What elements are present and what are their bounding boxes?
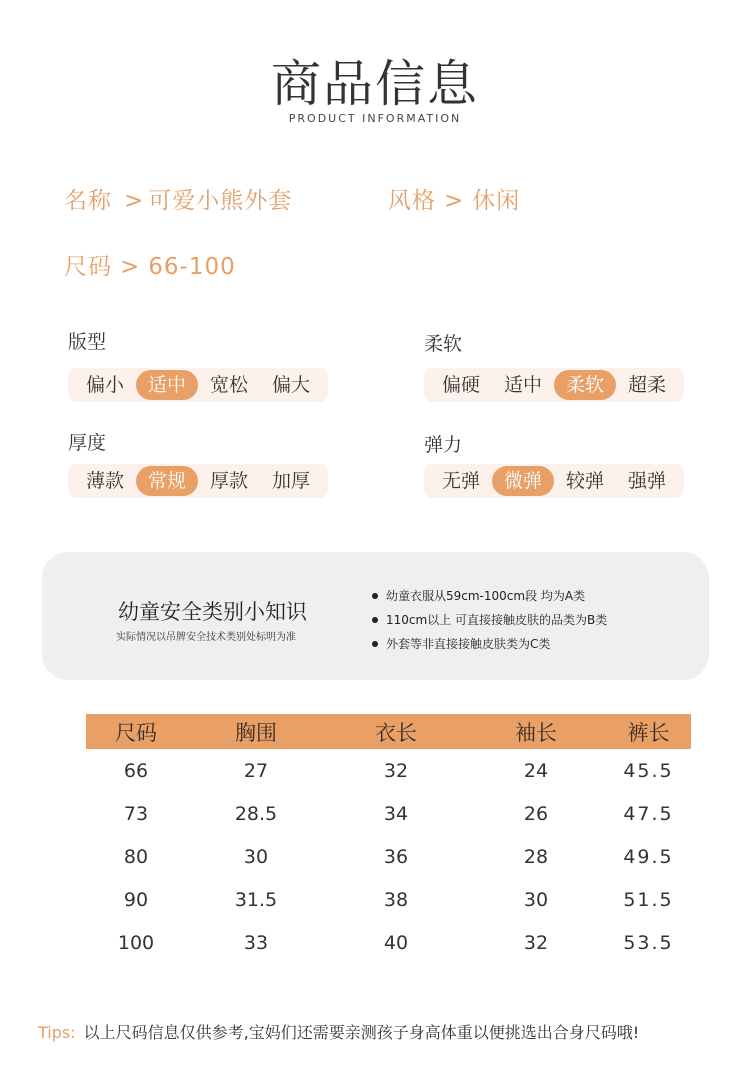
safety-knowledge-panel <box>42 552 709 680</box>
table-row <box>86 878 691 921</box>
table-header-row <box>86 714 691 749</box>
column-header: 裤长 <box>606 714 691 749</box>
table-cell: 27 <box>243 759 269 782</box>
name-value: 可爱小熊外套 <box>148 188 293 214</box>
elasticity-option: 较弹 <box>566 470 605 492</box>
size-table <box>86 714 691 964</box>
table-cell: 80 <box>123 845 149 868</box>
bullet-icon <box>372 617 378 623</box>
table-cell: 49.5 <box>623 845 674 868</box>
knowledge-item <box>372 608 607 632</box>
knowledge-subtitle: 实际情况以吊牌安全技术类别处标明为准 <box>116 632 296 643</box>
tips-label: Tips: <box>38 1023 76 1042</box>
style-label: 风格 <box>388 188 436 214</box>
table-cell: 47.5 <box>623 802 674 825</box>
table-cell: 73 <box>123 802 149 825</box>
table-cell: 51.5 <box>623 888 674 911</box>
table-row <box>86 792 691 835</box>
knowledge-title: 幼童安全类别小知识 <box>118 600 307 624</box>
bullet-icon <box>372 641 378 647</box>
elasticity-selector <box>424 464 684 498</box>
softness-title: 柔软 <box>424 333 463 355</box>
table-cell: 30 <box>243 845 269 868</box>
elasticity-title: 弹力 <box>424 434 463 456</box>
knowledge-item-text: 外套等非直接接触皮肤类为C类 <box>386 637 551 651</box>
fit-selector <box>68 368 328 402</box>
table-cell: 33 <box>243 931 269 954</box>
table-cell: 34 <box>383 802 409 825</box>
table-cell: 90 <box>123 888 149 911</box>
product-size <box>64 248 236 281</box>
separator: > <box>124 188 145 214</box>
table-row <box>86 749 691 792</box>
elasticity-option: 强弹 <box>628 470 667 492</box>
column-header: 袖长 <box>466 714 606 749</box>
table-cell: 45.5 <box>623 759 674 782</box>
tips-text: 以上尺码信息仅供参考,宝妈们还需要亲测孩子身高体重以便挑选出合身尺码哦! <box>83 1023 640 1042</box>
thickness-option: 加厚 <box>272 470 311 492</box>
softness-option: 偏硬 <box>442 374 481 396</box>
column-header: 尺码 <box>86 714 186 749</box>
table-cell: 32 <box>383 759 409 782</box>
table-row <box>86 835 691 878</box>
table-cell: 53.5 <box>623 931 674 954</box>
product-name <box>64 182 292 215</box>
table-cell: 24 <box>523 759 549 782</box>
separator: > <box>444 188 465 214</box>
table-cell: 66 <box>123 759 149 782</box>
elasticity-option: 微弹 <box>492 466 554 496</box>
knowledge-item <box>372 632 607 656</box>
style-value: 休闲 <box>472 188 521 214</box>
table-cell: 30 <box>523 888 549 911</box>
elasticity-option: 无弹 <box>442 470 481 492</box>
table-cell: 40 <box>383 931 409 954</box>
table-cell: 26 <box>523 802 549 825</box>
separator: > <box>120 254 141 280</box>
column-header: 胸围 <box>186 714 326 749</box>
thickness-option: 薄款 <box>86 470 125 492</box>
page-subtitle: PRODUCT INFORMATION <box>288 112 462 125</box>
bullet-icon <box>372 593 378 599</box>
fit-option: 偏小 <box>86 374 125 396</box>
tips-note <box>38 1020 639 1043</box>
table-cell: 100 <box>117 931 155 954</box>
softness-option: 适中 <box>504 374 543 396</box>
size-value: 66-100 <box>148 254 236 280</box>
table-cell: 36 <box>383 845 409 868</box>
fit-option: 偏大 <box>272 374 311 396</box>
table-cell: 32 <box>523 931 549 954</box>
thickness-option: 常规 <box>136 466 198 496</box>
thickness-option: 厚款 <box>210 470 249 492</box>
column-header: 衣长 <box>326 714 466 749</box>
table-cell: 28.5 <box>234 802 278 825</box>
table-cell: 28 <box>523 845 549 868</box>
thickness-title: 厚度 <box>68 432 107 454</box>
softness-option: 柔软 <box>554 370 616 400</box>
knowledge-item-text: 110cm以上 可直接接触皮肤的品类为B类 <box>386 613 608 627</box>
knowledge-list <box>372 584 607 656</box>
fit-option: 适中 <box>136 370 198 400</box>
softness-selector <box>424 368 684 402</box>
knowledge-item <box>372 584 607 608</box>
name-label: 名称 <box>64 188 112 214</box>
table-cell: 38 <box>383 888 409 911</box>
table-row <box>86 921 691 964</box>
page-title: 商品信息 <box>271 55 479 113</box>
thickness-selector <box>68 464 328 498</box>
knowledge-item-text: 幼童衣服从59cm-100cm段 均为A类 <box>386 589 586 603</box>
product-style <box>388 182 520 215</box>
size-label: 尺码 <box>64 254 112 280</box>
fit-title: 版型 <box>68 331 107 353</box>
fit-option: 宽松 <box>210 374 249 396</box>
table-cell: 31.5 <box>234 888 278 911</box>
softness-option: 超柔 <box>628 374 667 396</box>
